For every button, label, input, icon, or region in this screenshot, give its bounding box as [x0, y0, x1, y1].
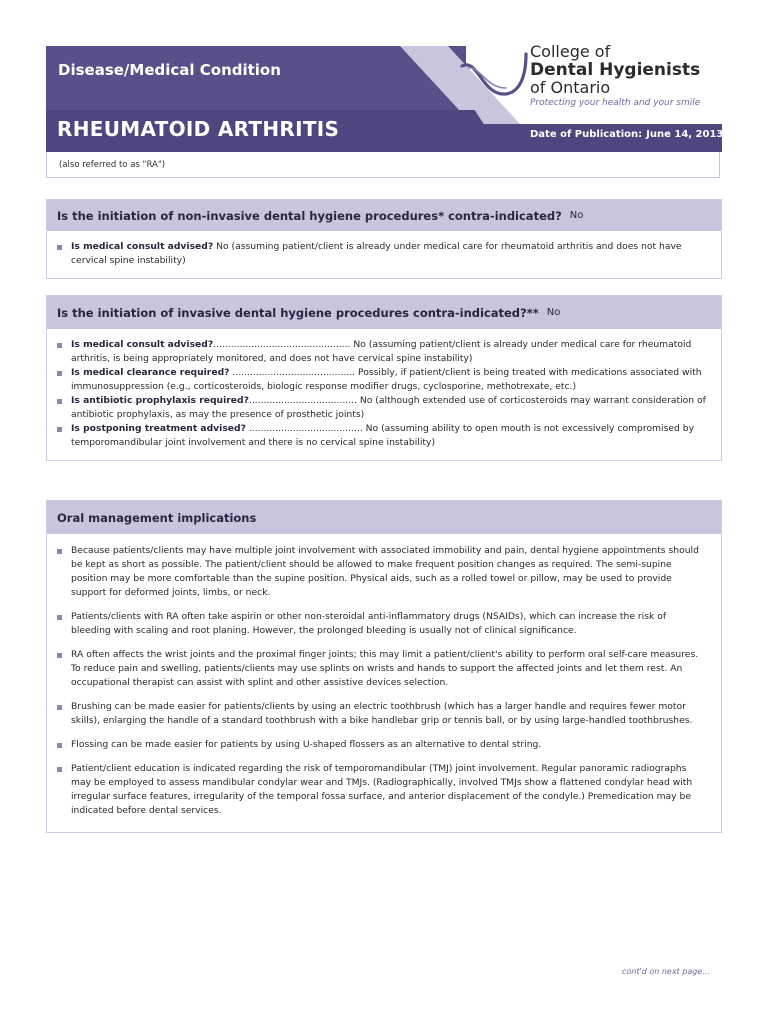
bullet-icon — [57, 343, 62, 348]
bullet-icon — [57, 653, 62, 658]
list-item — [57, 366, 707, 394]
section-list — [47, 231, 721, 278]
item-text: ....................................... No (assuming ability to open mouth is not excessively compromised by temporomandibular joint involvement and there is no cervical spine instability) — [71, 423, 695, 448]
section-answer: No — [569, 210, 584, 221]
list-item — [57, 394, 707, 422]
logo-line-1: College of — [530, 42, 611, 61]
item-text: No (assuming patient/client is already under medical care for rheumatoid arthritis and does not have cervical spine instability) — [71, 241, 682, 266]
item-text: Patient/client education is indicated regarding the risk of temporomandibular (TMJ) joint involvement. Regular panoramic radiographs may be employed to assess mandibular condylar wear and TMJs. (Radiographically, involved TMJs show a flattened condylar head with irregular surface features, irregularity of the temporal fossa surface, and anterior displacement of the condyle.) Premedication may be indicated before dental services. — [71, 763, 693, 816]
continued-note: cont'd on next page... — [622, 967, 710, 976]
date-label: Date of Publication: — [530, 129, 643, 140]
item-text: Brushing can be made easier for patients/clients by using an electric toothbrush (which has a larger handle and requires fewer motor skills), enlarging the handle of a standard toothbrush with a bike handlebar grip or tennis ball, or by using large-handled toothbrushes. — [71, 701, 693, 726]
list-item — [57, 648, 707, 690]
item-text: Flossing can be made easier for patients by using U-shaped flossers as an alternative to dental string. — [71, 739, 542, 750]
logo-line-3: of Ontario — [530, 78, 611, 97]
bullet-icon — [57, 371, 62, 376]
section-heading — [47, 200, 721, 231]
section-heading-text: Is the initiation of non-invasive dental hygiene procedures* contra-indicated? — [57, 208, 562, 223]
bullet-icon — [57, 767, 62, 772]
section-heading-text: Oral management implications — [57, 510, 257, 525]
oral-management-section — [46, 500, 722, 833]
list-item — [57, 610, 707, 638]
item-text: .......................................... Possibly, if patient/client is being treated with medications associated with immunosuppression (e.g., corticosteroids, biologic response modifier drugs, cyclosporine, methotrexate, etc.) — [71, 367, 702, 392]
category-label: Disease/Medical Condition — [58, 61, 281, 79]
list-item — [57, 422, 707, 450]
item-label: Is medical consult advised? — [71, 241, 214, 252]
list-item — [57, 240, 707, 268]
invasive-section — [46, 295, 722, 461]
date-value: June 14, 2013 — [646, 129, 724, 140]
organization-logo — [530, 44, 700, 108]
list-item — [57, 544, 707, 600]
bullet-icon — [57, 743, 62, 748]
bullet-icon — [57, 427, 62, 432]
item-label: Is postponing treatment advised? — [71, 423, 246, 434]
aka-box — [46, 152, 720, 178]
swoosh-logo-icon — [460, 52, 532, 104]
item-text: ..................................... No (although extended use of corticosteroids may warrant consideration of antibiotic prophylaxis, as may the presence of prosthetic joints) — [71, 395, 706, 420]
bullet-icon — [57, 399, 62, 404]
list-item — [57, 700, 707, 728]
aka-text: (also referred to as "RA") — [59, 160, 166, 170]
section-heading — [47, 501, 721, 534]
page-title: RHEUMATOID ARTHRITIS — [57, 117, 340, 141]
item-text: Because patients/clients may have multiple joint involvement with associated immobility and pain, dental hygiene appointments should be kept as short as possible. The patient/client should be allowed to make frequent position changes as required. The semi-supine position may be more comfortable than the supine position. Physical aids, such as a rolled towel or pillow, may be used to provide support for deformed joints, limbs, or neck. — [71, 545, 699, 598]
bullet-icon — [57, 245, 62, 250]
item-label: Is medical clearance required? — [71, 367, 230, 378]
item-label: Is medical consult advised? — [71, 339, 214, 350]
item-label: Is antibiotic prophylaxis required? — [71, 395, 249, 406]
logo-tagline: Protecting your health and your smile — [530, 98, 701, 108]
section-answer: No — [546, 307, 561, 318]
bullet-icon — [57, 705, 62, 710]
list-item — [57, 338, 707, 366]
list-item — [57, 738, 707, 752]
publication-date — [530, 129, 723, 140]
item-text: RA often affects the wrist joints and the proximal finger joints; this may limit a patient/client's ability to perform oral self-care measures. To reduce pain and swelling, patients/clients may use splints on wrists and hands to support the affected joints and let them rest. An occupational therapist can assist with splint and other assistive devices selection. — [71, 649, 699, 688]
section-heading-text: Is the initiation of invasive dental hygiene procedures contra-indicated?** — [57, 305, 539, 320]
section-list — [47, 329, 721, 460]
bullet-icon — [57, 615, 62, 620]
bullet-icon — [57, 549, 62, 554]
item-text: Patients/clients with RA often take aspirin or other non-steroidal anti-inflammatory drugs (NSAIDs), which can increase the risk of bleeding with scaling and root planing. However, the prolonged bleeding is usually not of clinical significance. — [71, 611, 667, 636]
section-list — [47, 534, 721, 832]
logo-line-2: Dental Hygienists — [530, 60, 701, 80]
item-text: ............................................... No (assuming patient/client is already under medical care for rheumatoid arthritis, is being appropriately monitored, and does not have cervical spine instability) — [71, 339, 692, 364]
section-heading — [47, 296, 721, 329]
list-item — [57, 762, 707, 818]
non-invasive-section — [46, 199, 722, 279]
